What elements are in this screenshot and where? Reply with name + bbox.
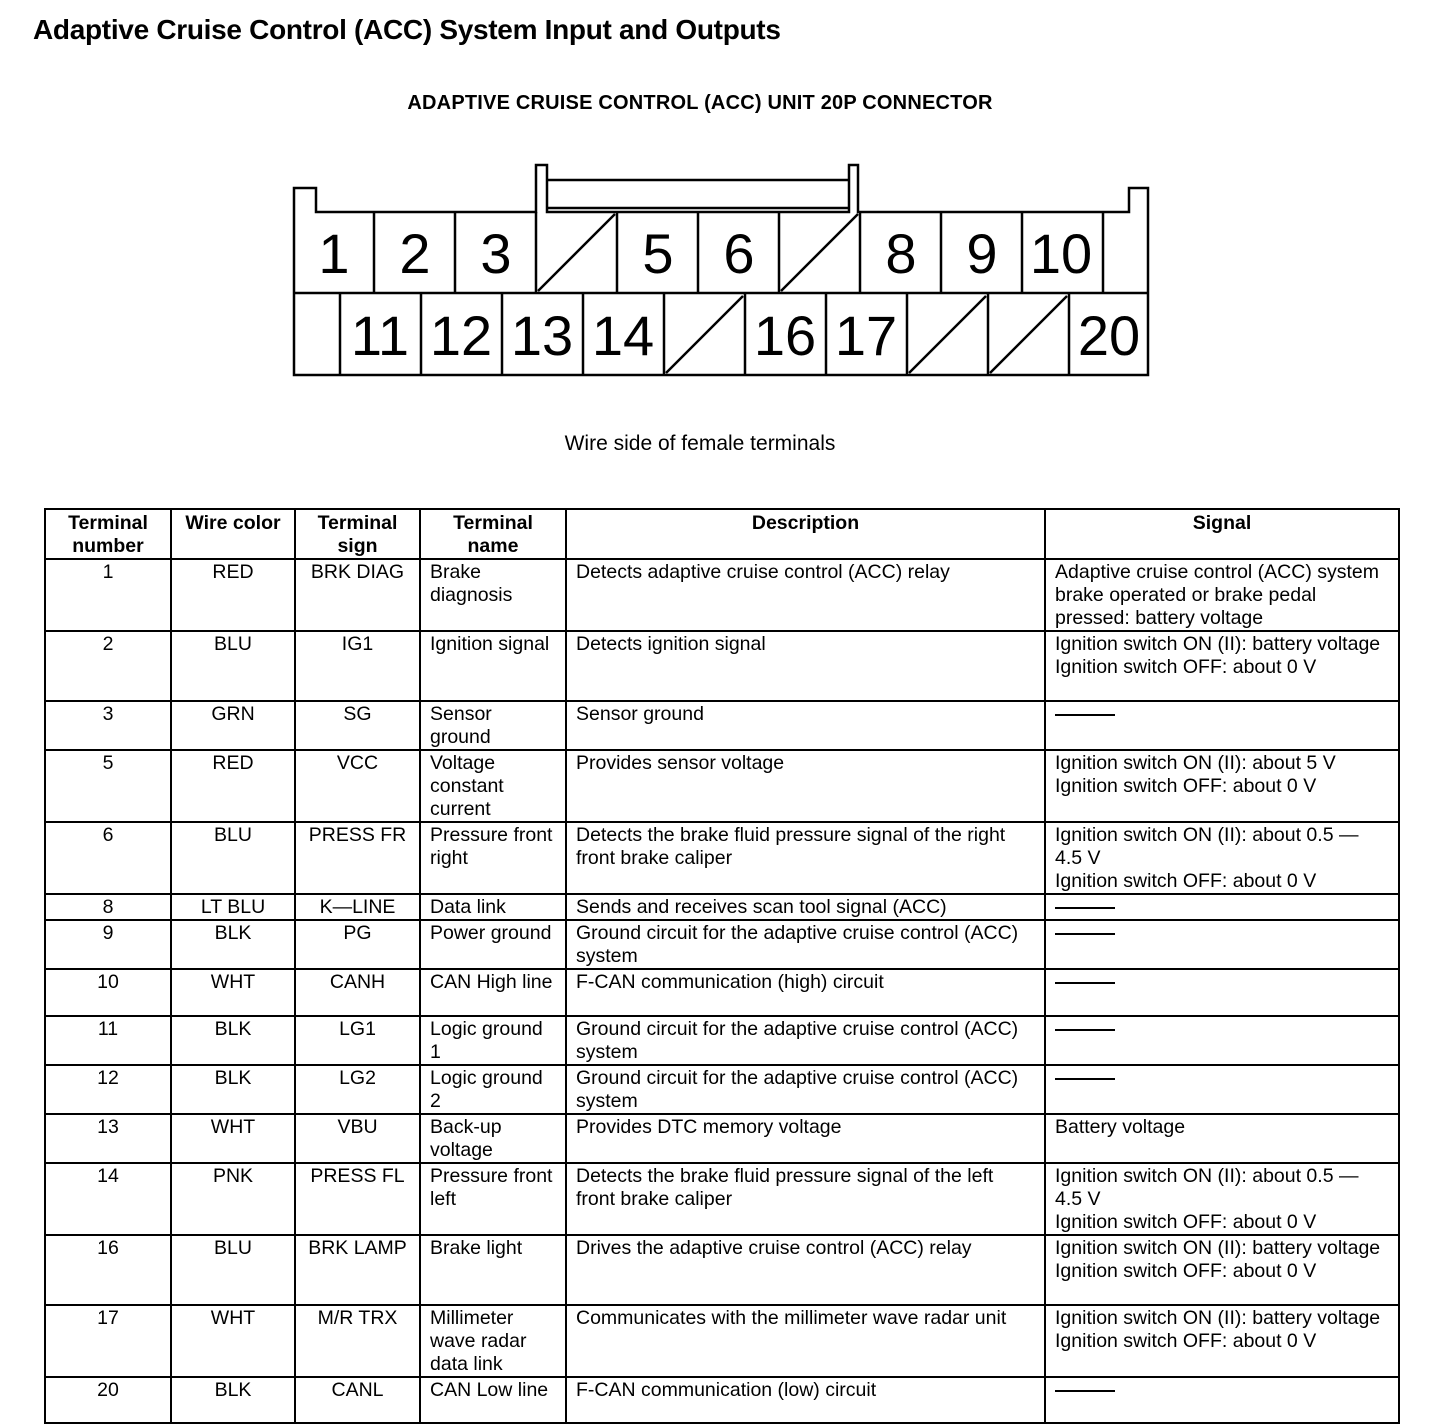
- pin-10: 10: [1029, 222, 1093, 285]
- cell-terminal-name: [420, 559, 566, 631]
- cell-terminal-sign-text: K—LINE: [319, 896, 396, 918]
- cell-terminal-name-text: CAN High line: [430, 971, 553, 993]
- pin-13: 13: [510, 304, 574, 367]
- cell-terminal-name-text: Back-up voltage: [430, 1116, 502, 1161]
- connector-latch: [547, 180, 849, 208]
- cell-terminal-number: [45, 894, 171, 920]
- cell-signal-text: Ignition switch ON (II): about 0.5 — 4.5 V Ignition switch OFF: about 0 V: [1055, 1165, 1359, 1233]
- table-row: [45, 1235, 1399, 1305]
- table-row: [45, 1163, 1399, 1235]
- cell-terminal-number: [45, 1065, 171, 1114]
- cell-description: [566, 969, 1045, 1016]
- cell-signal-text: Ignition switch ON (II): battery voltage Ignition switch OFF: about 0 V: [1055, 1237, 1381, 1282]
- cell-description: [566, 920, 1045, 969]
- cell-terminal-name: [420, 920, 566, 969]
- cell-wire-color-text: BLK: [214, 1018, 252, 1040]
- cell-wire-color: [171, 822, 295, 894]
- table-row: [45, 1065, 1399, 1114]
- cell-terminal-name: [420, 750, 566, 822]
- cell-description: [566, 631, 1045, 701]
- cell-wire-color: [171, 1235, 295, 1305]
- cell-wire-color-text: RED: [212, 561, 254, 583]
- cell-terminal-number: [45, 822, 171, 894]
- connector-diagram: [0, 150, 1400, 390]
- cell-signal: [1045, 1377, 1399, 1423]
- cell-description-text: Drives the adaptive cruise control (ACC) relay: [576, 1237, 972, 1259]
- cell-wire-color: [171, 920, 295, 969]
- table-row: [45, 1305, 1399, 1377]
- cell-description-text: Detects adaptive cruise control (ACC) relay: [576, 561, 950, 583]
- cell-terminal-number: [45, 1163, 171, 1235]
- cell-terminal-name: [420, 1163, 566, 1235]
- cell-description-text: Provides DTC memory voltage: [576, 1116, 842, 1138]
- cell-wire-color-text: BLU: [214, 824, 252, 846]
- cell-terminal-sign-text: M/R TRX: [317, 1307, 398, 1329]
- cell-signal: [1045, 1235, 1399, 1305]
- cell-terminal-number-text: 1: [102, 561, 114, 583]
- cell-terminal-name-text: Logic ground 2: [430, 1067, 543, 1112]
- cell-terminal-number-text: 2: [102, 633, 114, 655]
- cell-wire-color: [171, 750, 295, 822]
- header-terminal-number: Terminal number: [45, 509, 171, 559]
- table-row: [45, 920, 1399, 969]
- no-signal-dash: [1055, 1390, 1115, 1392]
- unused-cavity-7: [781, 214, 858, 291]
- cell-terminal-number-text: 14: [97, 1165, 119, 1187]
- unused-cavity-19: [990, 296, 1067, 373]
- cell-description: [566, 1305, 1045, 1377]
- cell-description-text: F-CAN communication (high) circuit: [576, 971, 884, 993]
- cell-terminal-name-text: Brake light: [430, 1237, 523, 1259]
- cell-terminal-name-text: Sensor ground: [430, 703, 492, 748]
- table-row: [45, 701, 1399, 750]
- cell-description: [566, 1065, 1045, 1114]
- cell-terminal-number: [45, 750, 171, 822]
- cell-wire-color: [171, 1114, 295, 1163]
- cell-terminal-name: [420, 969, 566, 1016]
- cell-wire-color-text: BLU: [214, 1237, 252, 1259]
- cell-terminal-sign: [295, 1016, 420, 1065]
- cell-terminal-name: [420, 894, 566, 920]
- cell-terminal-number: [45, 631, 171, 701]
- cell-description: [566, 701, 1045, 750]
- cell-terminal-number-text: 11: [97, 1018, 119, 1040]
- cell-terminal-name-text: Brake diagnosis: [430, 561, 513, 606]
- cell-signal: [1045, 559, 1399, 631]
- cell-terminal-sign-text: VCC: [336, 752, 379, 774]
- cell-terminal-name: [420, 1065, 566, 1114]
- cell-terminal-sign: [295, 1114, 420, 1163]
- cell-terminal-sign-text: CANL: [331, 1379, 384, 1401]
- cell-terminal-name-text: CAN Low line: [430, 1379, 549, 1401]
- page-title: Adaptive Cruise Control (ACC) System Input and Outputs: [33, 14, 781, 45]
- cell-terminal-sign-text: VBU: [337, 1116, 378, 1138]
- cell-description: [566, 750, 1045, 822]
- pin-16: 16: [753, 304, 817, 367]
- cell-terminal-sign: [295, 1235, 420, 1305]
- pin-8: 8: [885, 222, 917, 285]
- cell-signal: [1045, 822, 1399, 894]
- cell-terminal-number: [45, 1305, 171, 1377]
- cell-terminal-sign-text: SG: [343, 703, 372, 725]
- cell-terminal-sign-text: BRK DIAG: [310, 561, 405, 583]
- header-description: Description: [566, 509, 1045, 559]
- pin-14: 14: [591, 304, 655, 367]
- table-row: [45, 1377, 1399, 1423]
- cell-terminal-number-text: 12: [97, 1067, 119, 1089]
- cell-wire-color-text: PNK: [212, 1165, 254, 1187]
- cell-wire-color-text: WHT: [210, 971, 256, 993]
- cell-description: [566, 1114, 1045, 1163]
- cell-terminal-name: [420, 631, 566, 701]
- pin-11: 11: [350, 304, 410, 367]
- cell-wire-color-text: BLK: [214, 922, 252, 944]
- cell-terminal-number-text: 3: [102, 703, 114, 725]
- cell-terminal-sign: [295, 894, 420, 920]
- cell-terminal-number: [45, 1235, 171, 1305]
- cell-signal: [1045, 1016, 1399, 1065]
- cell-wire-color: [171, 1016, 295, 1065]
- cell-terminal-sign: [295, 631, 420, 701]
- cell-wire-color-text: LT BLU: [200, 896, 266, 918]
- table-header-row: [45, 509, 1399, 559]
- cell-signal-text: Ignition switch ON (II): battery voltage Ignition switch OFF: about 0 V: [1055, 633, 1381, 678]
- cell-terminal-sign: [295, 1163, 420, 1235]
- cell-wire-color-text: WHT: [210, 1116, 256, 1138]
- cell-description-text: F-CAN communication (low) circuit: [576, 1379, 877, 1401]
- cell-terminal-sign: [295, 920, 420, 969]
- cell-signal: [1045, 1305, 1399, 1377]
- cell-terminal-sign: [295, 1305, 420, 1377]
- table-row: [45, 822, 1399, 894]
- cell-wire-color-text: BLK: [214, 1067, 252, 1089]
- cell-signal: [1045, 1114, 1399, 1163]
- cell-signal: [1045, 1163, 1399, 1235]
- cell-signal: [1045, 969, 1399, 1016]
- cell-terminal-name-text: Ignition signal: [430, 633, 550, 655]
- cell-terminal-number-text: 8: [102, 896, 114, 918]
- cell-description-text: Ground circuit for the adaptive cruise control (ACC) system: [576, 1067, 1019, 1112]
- cell-terminal-name-text: Millimeter wave radar data link: [430, 1307, 527, 1375]
- cell-wire-color-text: RED: [212, 752, 254, 774]
- header-terminal-name: Terminal name: [420, 509, 566, 559]
- cell-description-text: Provides sensor voltage: [576, 752, 785, 774]
- cell-terminal-name-text: Logic ground 1: [430, 1018, 543, 1063]
- header-terminal-sign: Terminal sign: [295, 509, 420, 559]
- header-wire-color: Wire color: [171, 509, 295, 559]
- table-row: [45, 969, 1399, 1016]
- cell-terminal-sign: [295, 822, 420, 894]
- cell-signal: [1045, 1065, 1399, 1114]
- no-signal-dash: [1055, 933, 1115, 935]
- cell-terminal-sign-text: LG1: [339, 1018, 376, 1040]
- unused-cavity-18: [909, 296, 986, 373]
- header-signal: Signal: [1045, 509, 1399, 559]
- pin-3: 3: [480, 222, 512, 285]
- cell-terminal-number-text: 17: [97, 1307, 119, 1329]
- cell-terminal-number-text: 20: [97, 1379, 119, 1401]
- cell-signal: [1045, 631, 1399, 701]
- cell-terminal-name: [420, 1377, 566, 1423]
- cell-description: [566, 559, 1045, 631]
- cell-terminal-number: [45, 559, 171, 631]
- cell-terminal-name-text: Power ground: [430, 922, 552, 944]
- cell-terminal-sign: [295, 750, 420, 822]
- cell-description-text: Communicates with the millimeter wave radar unit: [576, 1307, 1007, 1329]
- cell-terminal-number-text: 5: [102, 752, 114, 774]
- cell-terminal-name-text: Pressure front left: [430, 1165, 553, 1210]
- cell-description: [566, 894, 1045, 920]
- cell-wire-color: [171, 1065, 295, 1114]
- cell-wire-color: [171, 894, 295, 920]
- cell-terminal-sign: [295, 559, 420, 631]
- cell-terminal-number: [45, 1016, 171, 1065]
- pin-5: 5: [642, 222, 674, 285]
- cell-terminal-number: [45, 701, 171, 750]
- cell-terminal-sign-text: PRESS FR: [308, 824, 407, 846]
- cell-terminal-sign: [295, 1377, 420, 1423]
- terminal-table: [44, 508, 1400, 1424]
- pin-1: 1: [318, 222, 350, 285]
- cell-terminal-number-text: 10: [97, 971, 119, 993]
- cell-terminal-name: [420, 1235, 566, 1305]
- cell-terminal-number-text: 6: [102, 824, 114, 846]
- table-body: [45, 559, 1399, 1423]
- cell-signal: [1045, 750, 1399, 822]
- cell-terminal-sign-text: PRESS FL: [310, 1165, 405, 1187]
- cell-terminal-name: [420, 1114, 566, 1163]
- cell-terminal-number: [45, 1114, 171, 1163]
- cell-description-text: Detects ignition signal: [576, 633, 766, 655]
- cell-description: [566, 822, 1045, 894]
- cell-signal: [1045, 894, 1399, 920]
- cell-signal-text: Battery voltage: [1055, 1116, 1186, 1138]
- cell-description: [566, 1016, 1045, 1065]
- pin-9: 9: [966, 222, 998, 285]
- cell-wire-color: [171, 969, 295, 1016]
- cell-wire-color: [171, 1305, 295, 1377]
- cell-terminal-number: [45, 1377, 171, 1423]
- pin-17: 17: [834, 304, 898, 367]
- cell-signal: [1045, 920, 1399, 969]
- cell-wire-color: [171, 1377, 295, 1423]
- cell-wire-color-text: GRN: [211, 703, 255, 725]
- no-signal-dash: [1055, 982, 1115, 984]
- cell-signal-text: Ignition switch ON (II): battery voltage Ignition switch OFF: about 0 V: [1055, 1307, 1381, 1352]
- cell-terminal-name-text: Pressure front right: [430, 824, 553, 869]
- cell-terminal-name-text: Data link: [430, 896, 506, 918]
- pin-12: 12: [429, 304, 493, 367]
- unused-cavity-4: [538, 214, 615, 291]
- table-row: [45, 1016, 1399, 1065]
- cell-wire-color: [171, 559, 295, 631]
- no-signal-dash: [1055, 1029, 1115, 1031]
- table-row: [45, 894, 1399, 920]
- cell-wire-color: [171, 631, 295, 701]
- cell-description-text: Sensor ground: [576, 703, 704, 725]
- cell-terminal-name: [420, 1305, 566, 1377]
- cell-terminal-name: [420, 1016, 566, 1065]
- pin-2: 2: [399, 222, 431, 285]
- cell-terminal-sign: [295, 1065, 420, 1114]
- cell-signal-text: Ignition switch ON (II): about 5 V Ignition switch OFF: about 0 V: [1055, 752, 1336, 797]
- table-row: [45, 559, 1399, 631]
- cell-wire-color-text: BLK: [214, 1379, 252, 1401]
- cell-description-text: Ground circuit for the adaptive cruise control (ACC) system: [576, 922, 1019, 967]
- cell-terminal-name: [420, 701, 566, 750]
- cell-terminal-sign: [295, 969, 420, 1016]
- cell-terminal-number: [45, 969, 171, 1016]
- pin-20: 20: [1077, 304, 1141, 367]
- cell-terminal-sign-text: PG: [343, 922, 372, 944]
- connector-title: ADAPTIVE CRUISE CONTROL (ACC) UNIT 20P CONNECTOR: [407, 92, 993, 114]
- cell-terminal-sign-text: BRK LAMP: [308, 1237, 407, 1259]
- cell-terminal-sign-text: IG1: [341, 633, 374, 655]
- table-row: [45, 1114, 1399, 1163]
- cell-wire-color-text: BLU: [214, 633, 252, 655]
- cell-signal-text: Adaptive cruise control (ACC) system brake operated or brake pedal pressed: battery voltage: [1055, 561, 1380, 629]
- no-signal-dash: [1055, 1078, 1115, 1080]
- cell-terminal-sign-text: CANH: [329, 971, 386, 993]
- cell-signal: [1045, 701, 1399, 750]
- cell-description: [566, 1235, 1045, 1305]
- no-signal-dash: [1055, 907, 1115, 909]
- cell-terminal-sign: [295, 701, 420, 750]
- cell-terminal-number-text: 13: [97, 1116, 119, 1138]
- table-row: [45, 631, 1399, 701]
- cell-terminal-number: [45, 920, 171, 969]
- cell-description-text: Sends and receives scan tool signal (ACC): [576, 896, 947, 918]
- cell-terminal-number-text: 9: [102, 922, 114, 944]
- table-row: [45, 750, 1399, 822]
- pin-6: 6: [723, 222, 755, 285]
- unused-cavity-15: [666, 296, 743, 373]
- cell-signal-text: Ignition switch ON (II): about 0.5 — 4.5 V Ignition switch OFF: about 0 V: [1055, 824, 1359, 892]
- cell-description: [566, 1377, 1045, 1423]
- cell-wire-color-text: WHT: [210, 1307, 256, 1329]
- cell-wire-color: [171, 701, 295, 750]
- cell-terminal-sign-text: LG2: [339, 1067, 376, 1089]
- cell-description-text: Ground circuit for the adaptive cruise control (ACC) system: [576, 1018, 1019, 1063]
- no-signal-dash: [1055, 714, 1115, 716]
- cell-description: [566, 1163, 1045, 1235]
- cell-terminal-number-text: 16: [97, 1237, 119, 1259]
- cell-wire-color: [171, 1163, 295, 1235]
- diagram-caption: Wire side of female terminals: [564, 432, 836, 455]
- cell-terminal-name-text: Voltage constant current: [430, 752, 504, 820]
- cell-terminal-name: [420, 822, 566, 894]
- cell-description-text: Detects the brake fluid pressure signal of the right front brake caliper: [576, 824, 1006, 869]
- cell-description-text: Detects the brake fluid pressure signal of the left front brake caliper: [576, 1165, 994, 1210]
